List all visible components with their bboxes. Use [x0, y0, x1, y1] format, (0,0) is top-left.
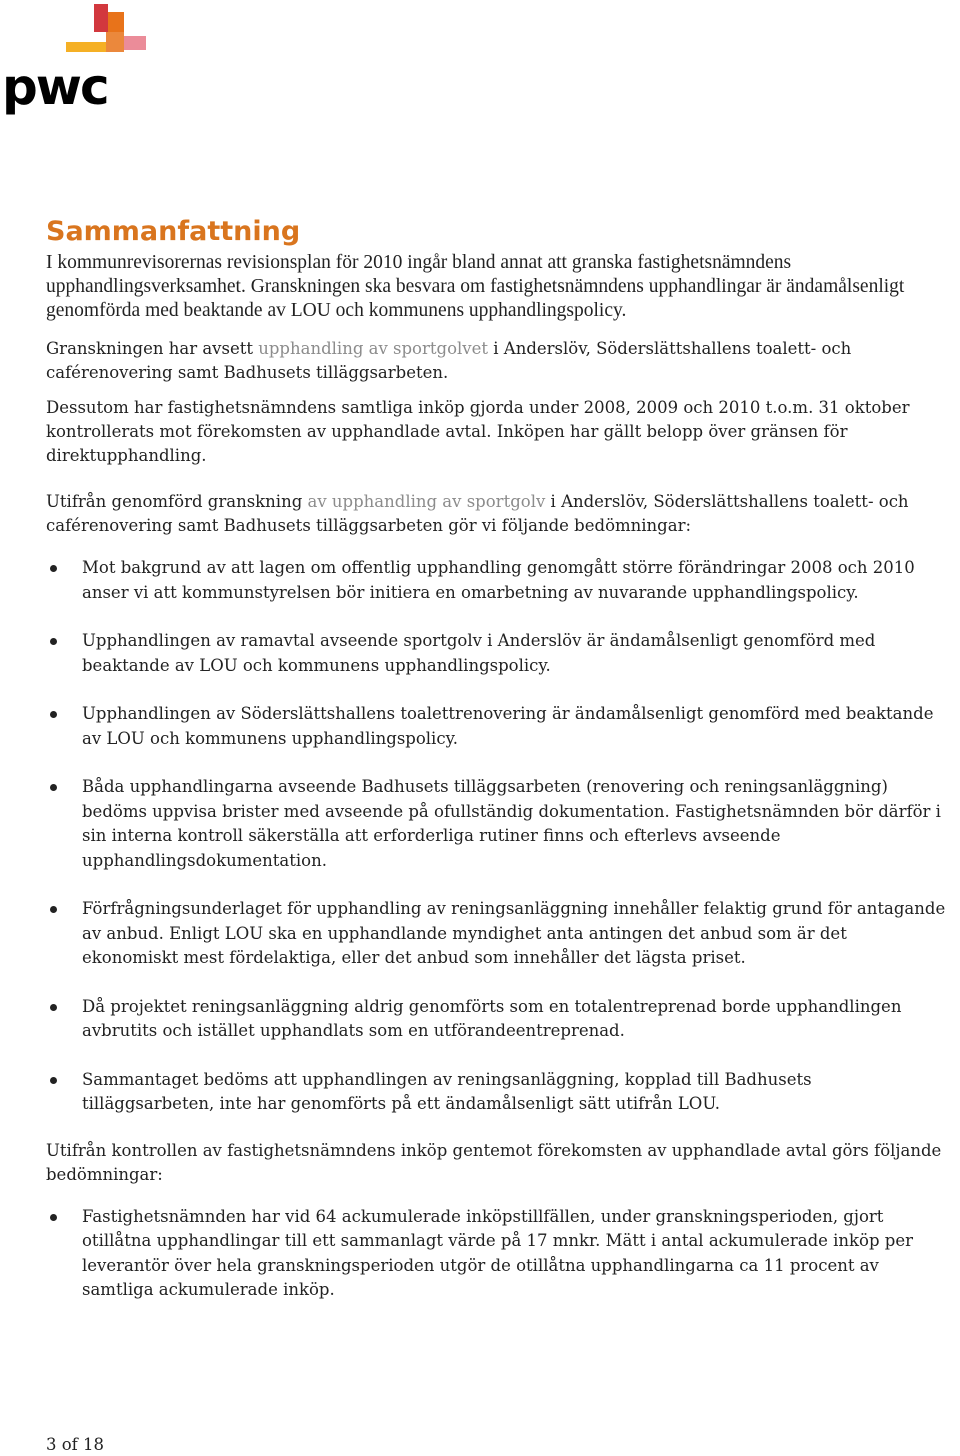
bullet-icon — [50, 784, 57, 791]
summary-section — [46, 215, 946, 1327]
assessment-intro-paragraph — [46, 490, 946, 538]
pwc-logo — [0, 0, 150, 120]
scope-text-b: i Anderslöv, Söderslättshallens toalett- och caférenovering samt Badhusets tilläggsarbeten. — [46, 339, 852, 382]
list-item — [46, 1205, 946, 1303]
list-item — [46, 897, 946, 971]
intro-paragraph: I kommunrevisorernas revisionsplan för 2010 ingår bland annat att granska fastighetsnämndens upphandlingsverksamhet. Granskningen ska besvara om fastighetsnämndens upphandlingar är ändamålsenligt genomförda med beaktande av LOU och kommunens upphandlingspolicy. — [46, 252, 905, 321]
bullet-icon — [50, 1077, 57, 1084]
assessment-list — [46, 556, 946, 1117]
list-item-text: Förfrågningsunderlaget för upphandling av reningsanläggning innehåller felaktig grund för antagande av anbud. Enligt LOU ska en upphandlande myndighet anta antingen det anbud som är det ekonomiskt mest fördelaktiga, eller det anbud som innehåller det lägsta priset. — [82, 899, 946, 967]
purchases-paragraph: Dessutom har fastighetsnämndens samtliga inköp gjorda under 2008, 2009 och 2010 t.o.m. 31 oktober kontrollerats mot förekomsten av upphandlade avtal. Inköpen har gällt belopp över gränsen för direktupphandling. — [46, 398, 910, 465]
list-item — [46, 556, 946, 605]
list-item-text: Upphandlingen av ramavtal avseende sportgolv i Anderslöv är ändamålsenligt genomförd med beaktande av LOU och kommunens upphandlingspolicy. — [82, 631, 876, 675]
bullet-icon — [50, 565, 57, 572]
bullet-icon — [50, 711, 57, 718]
list-item — [46, 629, 946, 678]
list-item-text: Fastighetsnämnden har vid 64 ackumulerade inköpstillfällen, under granskningsperioden, gjort otillåtna upphandlingar till ett sammanlagt värde på 17 mnkr. Mätt i antal ackumulerade inköp per leverantör över hela granskningsperioden utgör de otillåtna upphandlingarna ca 11 procent av samtliga ackumulerade inköp. — [82, 1206, 914, 1299]
bullet-icon — [50, 1214, 57, 1221]
list-item-text: Sammantaget bedöms att upphandlingen av reningsanläggning, kopplad till Badhusets tilläggsarbeten, inte har genomförts på ett ändamålsenligt sätt utifrån LOU. — [82, 1069, 812, 1113]
assessment-text-a: Utifrån genomförd granskning — [46, 492, 308, 511]
assessment-text-b: i Anderslöv, Söderslättshallens toalett- och caférenovering samt Badhusets tilläggsarbeten gör vi följande bedömningar: — [46, 492, 909, 535]
bullet-icon — [50, 638, 57, 645]
bullet-icon — [50, 906, 57, 913]
list-item-text: Mot bakgrund av att lagen om offentlig upphandling genomgått större förändringar 2008 och 2010 anser vi att kommunstyrelsen bör initiera en omarbetning av nuvarande upphandlingspolicy. — [82, 558, 915, 602]
scope-highlight: upphandling av sportgolvet — [258, 339, 489, 358]
list-item — [46, 702, 946, 751]
scope-text-a: Granskningen har avsett — [46, 339, 259, 358]
control-paragraph: Utifrån kontrollen av fastighetsnämndens inköp gentemot förekomsten av upphandlade avtal görs följande bedömningar: — [46, 1140, 942, 1184]
pwc-logo-graphic — [0, 0, 150, 120]
list-item — [46, 775, 946, 873]
list-item — [46, 1068, 946, 1117]
section-heading: Sammanfattning — [46, 216, 301, 247]
pwc-logo-text: pwc — [2, 58, 108, 116]
assessment-highlight: av upphandling av sportgolv — [307, 492, 546, 511]
list-item-text: Upphandlingen av Söderslättshallens toalettrenovering är ändamålsenligt genomförd med beaktande av LOU och kommunens upphandlingspolicy. — [82, 704, 934, 748]
list-item — [46, 995, 946, 1044]
control-list — [46, 1205, 946, 1303]
page-number: 3 of 18 — [46, 1435, 105, 1454]
list-item-text: Då projektet reningsanläggning aldrig genomförts som en totalentreprenad borde upphandlingen avbrutits och istället upphandlats som en utförandeentreprenad. — [82, 996, 902, 1040]
scope-paragraph — [46, 337, 946, 385]
list-item-text: Båda upphandlingarna avseende Badhusets tilläggsarbeten (renovering och reningsanläggning) bedöms uppvisa brister med avseende på ofullständig dokumentation. Fastighetsnämnden bör därför i sin interna kontroll säkerställa att erforderliga rutiner finns och efterlevs avseende upphandlingsdokumentation. — [82, 777, 941, 870]
bullet-icon — [50, 1004, 57, 1011]
